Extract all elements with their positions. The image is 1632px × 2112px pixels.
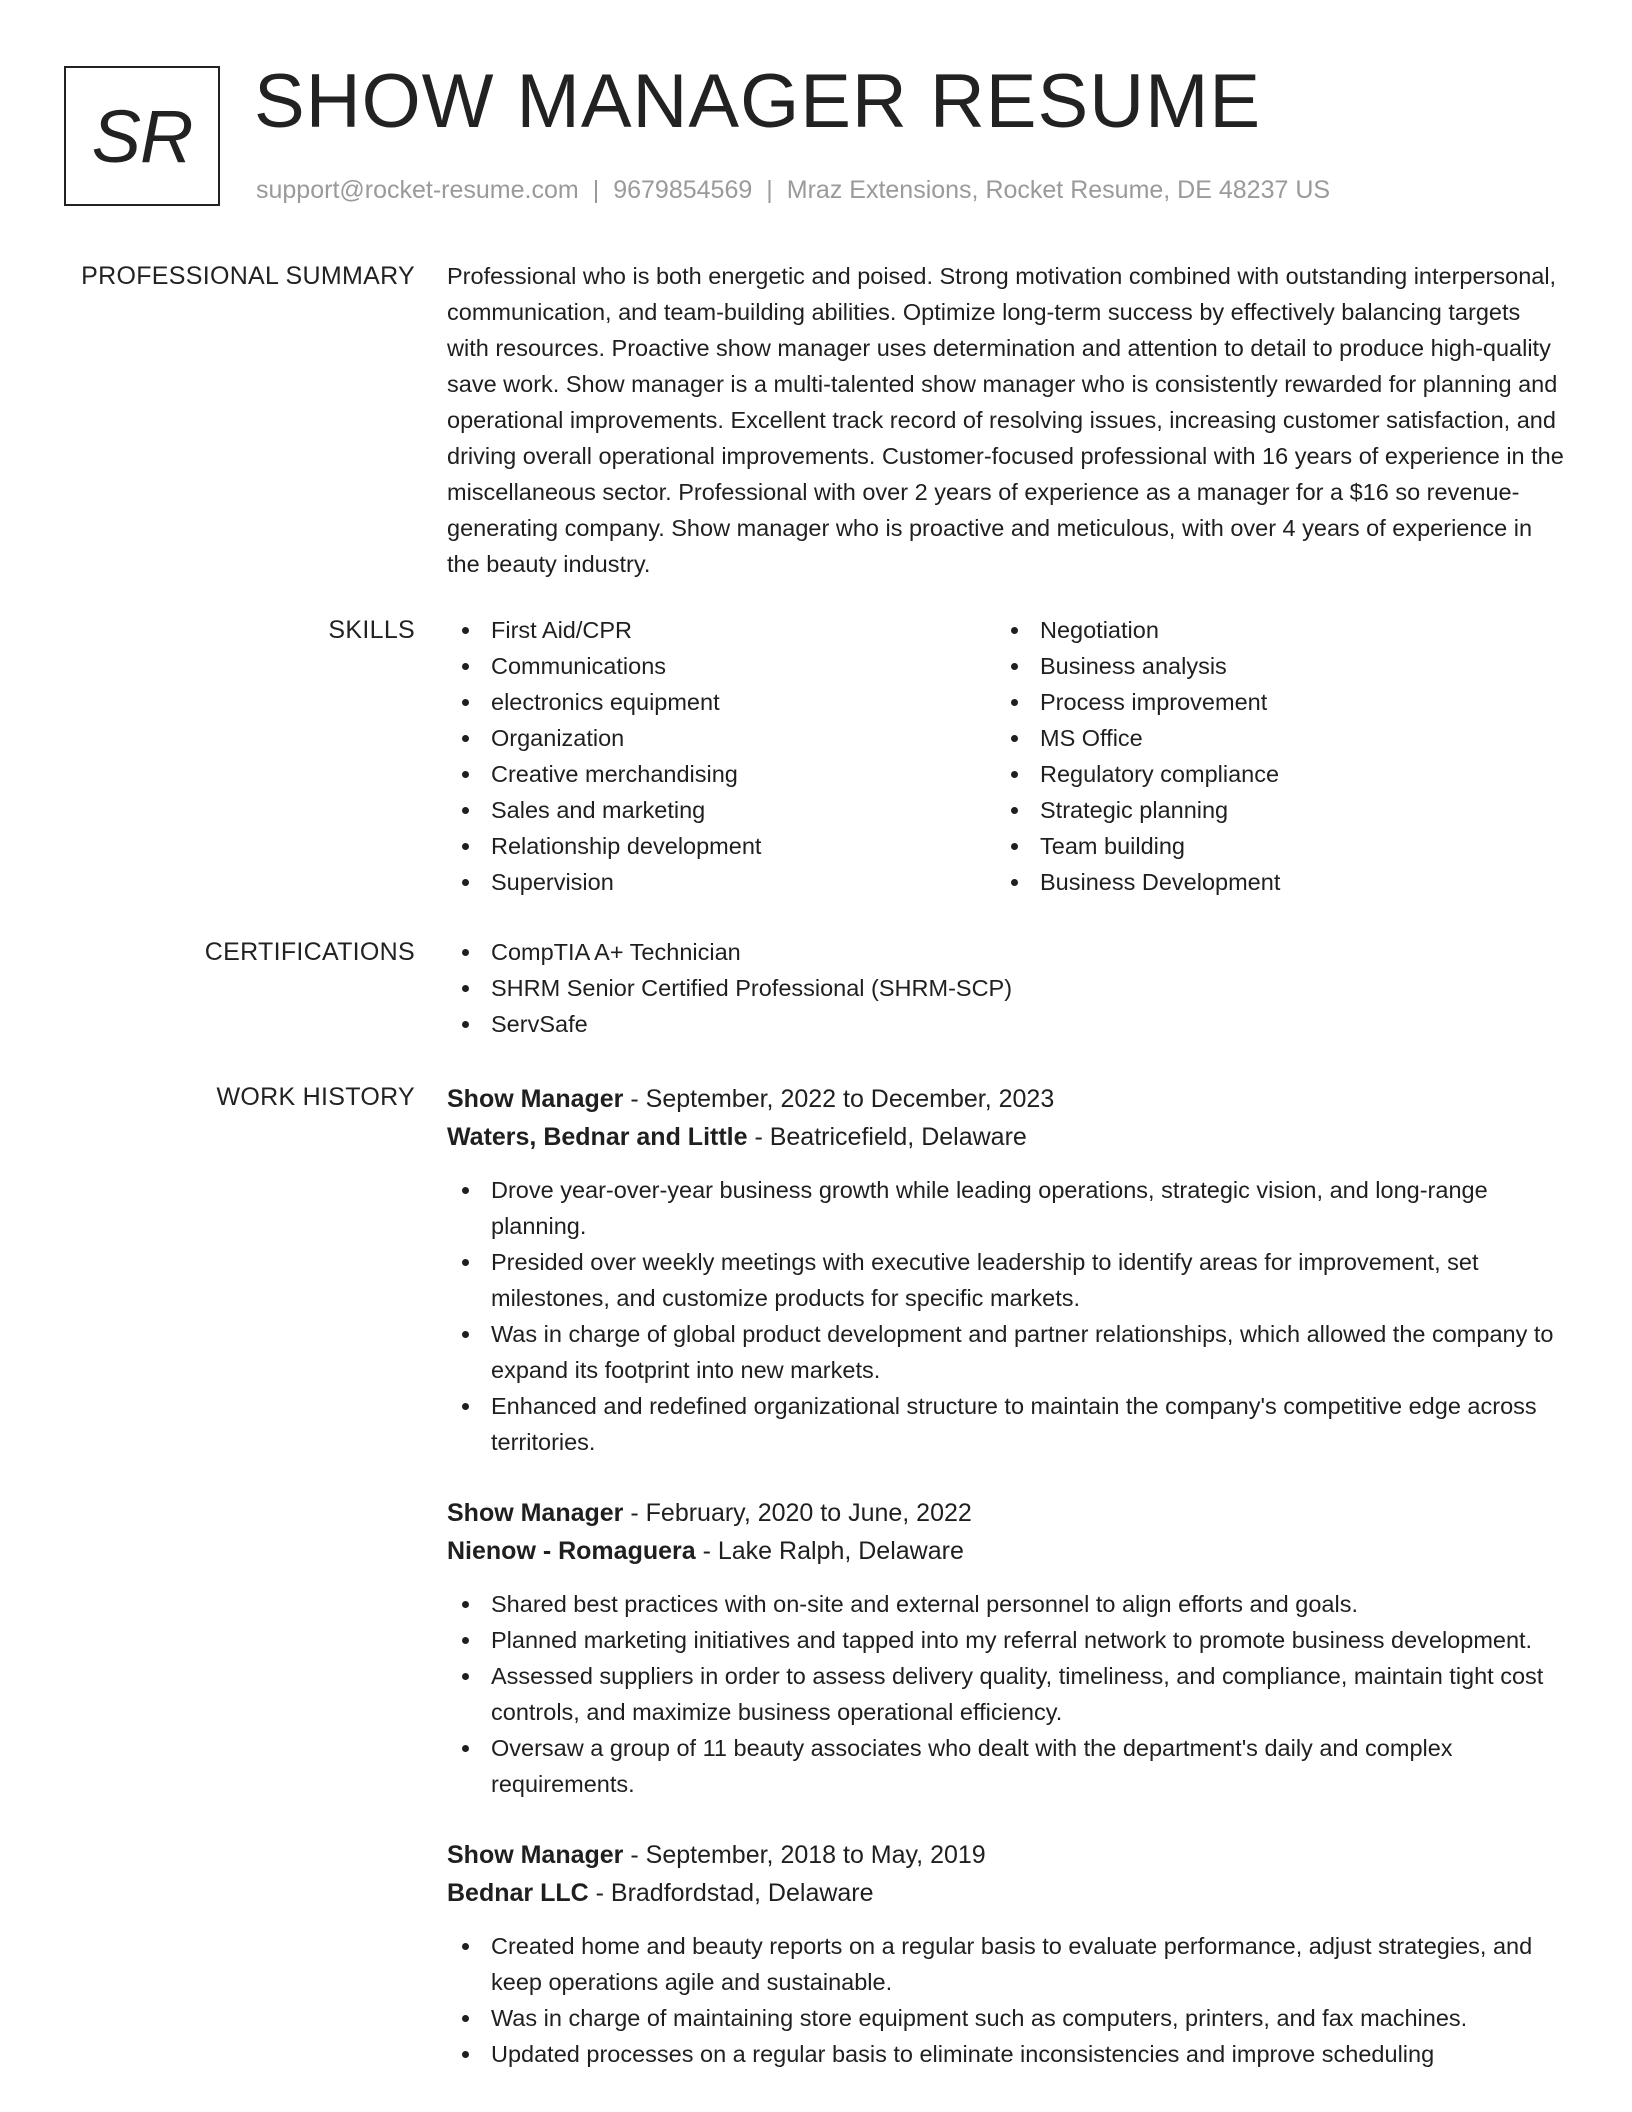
skill-item: Organization — [447, 720, 996, 756]
skill-item: Regulatory compliance — [996, 756, 1545, 792]
job-bullet: Oversaw a group of 11 beauty associates who dealt with the department's daily and complex requirements. — [447, 1730, 1567, 1802]
job-company: Waters, Bednar and Little — [447, 1123, 748, 1151]
job-title: Show Manager — [447, 1499, 624, 1527]
certification-item: SHRM Senior Certified Professional (SHRM-SCP) — [447, 970, 1567, 1006]
contact-address: Mraz Extensions, Rocket Resume, DE 48237 US — [786, 176, 1331, 204]
skill-item: Communications — [447, 648, 996, 684]
job-location: - Lake Ralph, Delaware — [695, 1537, 964, 1565]
summary-heading: PROFESSIONAL SUMMARY — [81, 262, 415, 290]
certification-item: CompTIA A+ Technician — [447, 934, 1567, 970]
summary-text: Professional who is both energetic and poised. Strong motivation combined with outstanding interpersonal, communication, and team-building abilities. Optimize long-term success by effectively balancing targets with resources. Proactive show manager uses determination and attention to detail to produce high-quality save work. Show manager is a multi-talented show manager who is consistently rewarded for planning and operational improvements. Excellent track record of resolving issues, increasing customer satisfaction, and driving overall operational improvements. Customer-focused professional with 16 years of experience in the miscellaneous sector. Professional with over 2 years of experience as a manager for a $16 so revenue-generating company. Show manager who is proactive and meticulous, with over 4 years of experience in the beauty industry. — [447, 263, 1564, 577]
work-history-body — [447, 1080, 1567, 2106]
skill-item: Team building — [996, 828, 1545, 864]
skill-item: Sales and marketing — [447, 792, 996, 828]
job-location: - Bradfordstad, Delaware — [588, 1879, 874, 1907]
job-bullet: Was in charge of global product development and partner relationships, which allowed the company to expand its footprint into new markets. — [447, 1316, 1567, 1388]
skills-column-left — [447, 612, 996, 900]
work-history-heading: WORK HISTORY — [216, 1083, 415, 1111]
job-company-line — [447, 1118, 1567, 1156]
job-dates: - February, 2020 to June, 2022 — [623, 1499, 972, 1527]
job-company: Bednar LLC — [447, 1879, 589, 1907]
job-bullet: Shared best practices with on-site and external personnel to align efforts and goals. — [447, 1586, 1567, 1622]
job-company-line — [447, 1874, 1567, 1912]
skill-item: Business analysis — [996, 648, 1545, 684]
job-title: Show Manager — [447, 1841, 624, 1869]
job-bullet: Assessed suppliers in order to assess delivery quality, timeliness, and compliance, maintain tight cost controls, and maximize business operational efficiency. — [447, 1658, 1567, 1730]
job-bullet: Planned marketing initiatives and tapped into my referral network to promote business development. — [447, 1622, 1567, 1658]
contact-phone: 9679854569 — [613, 176, 753, 204]
job-company-line — [447, 1532, 1567, 1570]
job-title-line — [447, 1494, 1567, 1532]
skill-item: Supervision — [447, 864, 996, 900]
skill-item: Creative merchandising — [447, 756, 996, 792]
summary-body — [447, 258, 1567, 582]
skill-item: Process improvement — [996, 684, 1545, 720]
skill-item: Relationship development — [447, 828, 996, 864]
skills-column-right — [996, 612, 1545, 900]
skill-item: electronics equipment — [447, 684, 996, 720]
skills-heading: SKILLS — [328, 616, 415, 644]
monogram-logo: SR — [64, 66, 220, 206]
job-company: Nienow - Romaguera — [447, 1537, 696, 1565]
job-bullet: Enhanced and redefined organizational structure to maintain the company's competitive edge across territories. — [447, 1388, 1567, 1460]
job-bullet: Created home and beauty reports on a regular basis to evaluate performance, adjust strategies, and keep operations agile and sustainable. — [447, 1928, 1567, 2000]
resume-title: SHOW MANAGER RESUME — [254, 59, 1262, 144]
contact-line — [256, 174, 1330, 206]
contact-email: support@rocket-resume.com — [256, 176, 579, 204]
skill-item: MS Office — [996, 720, 1545, 756]
job-bullet: Presided over weekly meetings with executive leadership to identify areas for improvement, set milestones, and customize products for specific markets. — [447, 1244, 1567, 1316]
job-dates: - September, 2022 to December, 2023 — [623, 1085, 1055, 1113]
job-title-line — [447, 1080, 1567, 1118]
skill-item: Business Development — [996, 864, 1545, 900]
job-title-line — [447, 1836, 1567, 1874]
job-bullet: Drove year-over-year business growth while leading operations, strategic vision, and long-range planning. — [447, 1172, 1567, 1244]
job-bullet: Updated processes on a regular basis to eliminate inconsistencies and improve scheduling — [447, 2036, 1567, 2072]
job-entry — [447, 1080, 1567, 1460]
contact-separator: | — [766, 176, 773, 204]
certifications-body — [447, 934, 1567, 1042]
job-entry — [447, 1494, 1567, 1802]
job-dates: - September, 2018 to May, 2019 — [623, 1841, 986, 1869]
skills-body — [447, 612, 1567, 900]
job-bullet: Was in charge of maintaining store equipment such as computers, printers, and fax machines. — [447, 2000, 1567, 2036]
job-location: - Beatricefield, Delaware — [747, 1123, 1027, 1151]
skill-item: Negotiation — [996, 612, 1545, 648]
contact-separator: | — [592, 176, 600, 204]
skill-item: First Aid/CPR — [447, 612, 996, 648]
job-entry — [447, 1836, 1567, 2072]
job-title: Show Manager — [447, 1085, 624, 1113]
certification-item: ServSafe — [447, 1006, 1567, 1042]
certifications-heading: CERTIFICATIONS — [204, 938, 415, 966]
skill-item: Strategic planning — [996, 792, 1545, 828]
